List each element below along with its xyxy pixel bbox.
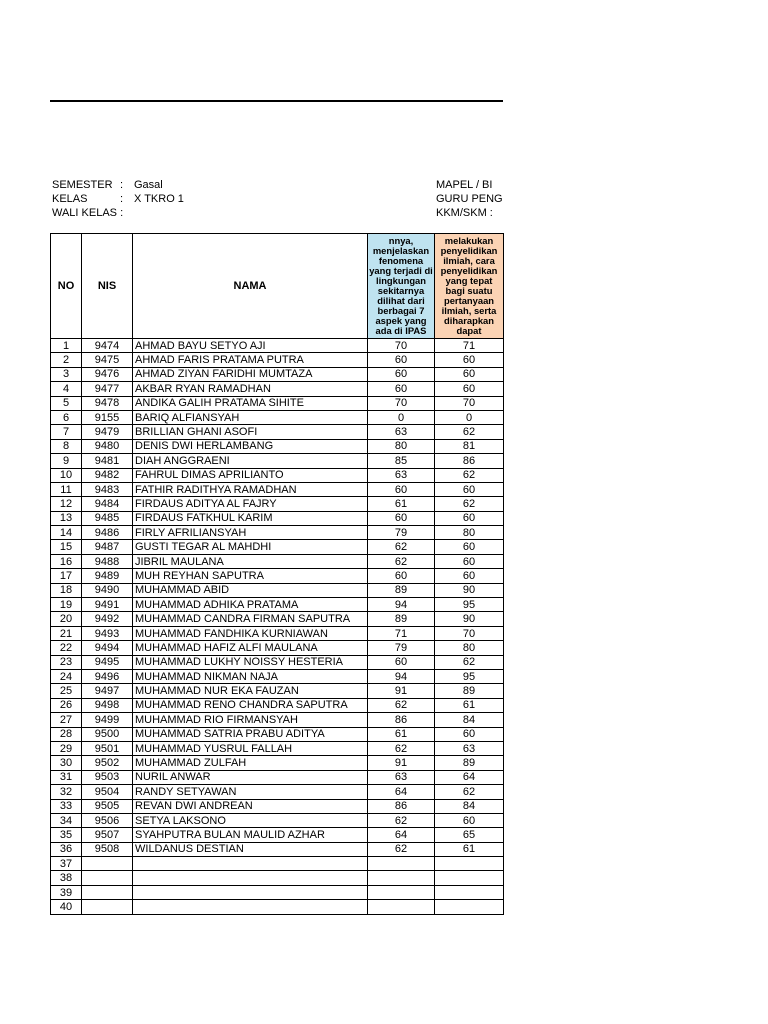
- table-row: [51, 713, 504, 727]
- cell-nis[interactable]: 9495: [82, 655, 133, 669]
- table-row: [51, 785, 504, 799]
- table-row: [51, 684, 504, 698]
- cell-no[interactable]: 5: [51, 396, 82, 410]
- table-row: [51, 871, 504, 885]
- wali-kelas-label: WALI KELAS :: [52, 207, 124, 219]
- cell-score-1[interactable]: 60: [368, 511, 435, 525]
- table-row: [51, 339, 504, 353]
- cell-score-1[interactable]: [368, 857, 435, 871]
- cell-score-1[interactable]: 63: [368, 770, 435, 784]
- table-row: [51, 799, 504, 813]
- cell-score-2[interactable]: 81: [435, 439, 504, 453]
- cell-score-2[interactable]: 70: [435, 396, 504, 410]
- cell-score-2[interactable]: 64: [435, 770, 504, 784]
- header-desc-1: [368, 234, 435, 339]
- cell-score-1[interactable]: 62: [368, 813, 435, 827]
- cell-nama[interactable]: MUHAMMAD NIKMAN NAJA: [133, 669, 368, 683]
- cell-nama[interactable]: RANDY SETYAWAN: [133, 785, 368, 799]
- cell-score-2[interactable]: 62: [435, 655, 504, 669]
- cell-nama[interactable]: MUHAMMAD NUR EKA FAUZAN: [133, 684, 368, 698]
- cell-score-1[interactable]: 79: [368, 526, 435, 540]
- cell-nis[interactable]: 9477: [82, 382, 133, 396]
- cell-score-2[interactable]: 60: [435, 813, 504, 827]
- cell-no[interactable]: 1: [51, 339, 82, 353]
- table-row: [51, 482, 504, 496]
- cell-no[interactable]: 2: [51, 353, 82, 367]
- cell-no[interactable]: 8: [51, 439, 82, 453]
- cell-score-1[interactable]: 94: [368, 598, 435, 612]
- cell-nama[interactable]: FAHRUL DIMAS APRILIANTO: [133, 468, 368, 482]
- cell-nis[interactable]: 9507: [82, 828, 133, 842]
- cell-no[interactable]: 35: [51, 828, 82, 842]
- cell-score-1[interactable]: 64: [368, 828, 435, 842]
- cell-no[interactable]: 16: [51, 554, 82, 568]
- cell-score-1[interactable]: 64: [368, 785, 435, 799]
- cell-nama[interactable]: DENIS DWI HERLAMBANG: [133, 439, 368, 453]
- table-row: [51, 698, 504, 712]
- cell-nama[interactable]: MUHAMMAD FANDHIKA KURNIAWAN: [133, 626, 368, 640]
- table-row: [51, 842, 504, 856]
- cell-score-2[interactable]: 62: [435, 468, 504, 482]
- cell-score-1[interactable]: 89: [368, 612, 435, 626]
- table-row: [51, 353, 504, 367]
- cell-score-2[interactable]: 90: [435, 583, 504, 597]
- cell-nis[interactable]: 9487: [82, 540, 133, 554]
- table-row: [51, 770, 504, 784]
- cell-nama[interactable]: REVAN DWI ANDREAN: [133, 799, 368, 813]
- cell-score-2[interactable]: 89: [435, 756, 504, 770]
- cell-no[interactable]: 18: [51, 583, 82, 597]
- cell-score-2[interactable]: 84: [435, 799, 504, 813]
- cell-nama[interactable]: BRILLIAN GHANI ASOFI: [133, 425, 368, 439]
- cell-no[interactable]: 38: [51, 871, 82, 885]
- table-row: [51, 569, 504, 583]
- cell-score-1[interactable]: 85: [368, 454, 435, 468]
- cell-score-1[interactable]: 60: [368, 569, 435, 583]
- table-row: [51, 669, 504, 683]
- cell-score-2[interactable]: 95: [435, 598, 504, 612]
- cell-nama[interactable]: [133, 900, 368, 914]
- cell-no[interactable]: 32: [51, 785, 82, 799]
- table-row: [51, 900, 504, 914]
- cell-no[interactable]: 14: [51, 526, 82, 540]
- cell-score-1[interactable]: 91: [368, 684, 435, 698]
- cell-score-1[interactable]: 62: [368, 698, 435, 712]
- cell-nis[interactable]: 9489: [82, 569, 133, 583]
- cell-score-1[interactable]: 61: [368, 727, 435, 741]
- cell-nama[interactable]: [133, 885, 368, 899]
- cell-score-2[interactable]: 60: [435, 367, 504, 381]
- cell-nama[interactable]: AHMAD ZIYAN FARIDHI MUMTAZA: [133, 367, 368, 381]
- cell-score-1[interactable]: 86: [368, 799, 435, 813]
- table-row: [51, 511, 504, 525]
- cell-no[interactable]: 21: [51, 626, 82, 640]
- cell-nama[interactable]: [133, 857, 368, 871]
- cell-nis[interactable]: 9497: [82, 684, 133, 698]
- cell-nis[interactable]: [82, 900, 133, 914]
- cell-nama[interactable]: FIRDAUS FATKHUL KARIM: [133, 511, 368, 525]
- cell-no[interactable]: 13: [51, 511, 82, 525]
- table-row: [51, 727, 504, 741]
- cell-score-2[interactable]: 62: [435, 497, 504, 511]
- cell-score-2[interactable]: 71: [435, 339, 504, 353]
- table-header-row: [51, 234, 504, 339]
- table-row: [51, 885, 504, 899]
- grade-table: [50, 233, 504, 915]
- cell-score-1[interactable]: 70: [368, 339, 435, 353]
- kelas-value: X TKRO 1: [134, 193, 184, 205]
- cell-score-1[interactable]: 86: [368, 713, 435, 727]
- header-no: NO: [51, 234, 82, 339]
- cell-nis[interactable]: 9480: [82, 439, 133, 453]
- cell-score-2[interactable]: 60: [435, 353, 504, 367]
- cell-score-2[interactable]: [435, 885, 504, 899]
- cell-nis[interactable]: 9478: [82, 396, 133, 410]
- cell-no[interactable]: 20: [51, 612, 82, 626]
- cell-score-1[interactable]: 91: [368, 756, 435, 770]
- cell-no[interactable]: 33: [51, 799, 82, 813]
- cell-score-1[interactable]: 63: [368, 468, 435, 482]
- cell-nis[interactable]: 9503: [82, 770, 133, 784]
- cell-no[interactable]: 6: [51, 410, 82, 424]
- cell-no[interactable]: 17: [51, 569, 82, 583]
- cell-score-1[interactable]: 62: [368, 842, 435, 856]
- cell-nama[interactable]: ANDIKA GALIH PRATAMA SIHITE: [133, 396, 368, 410]
- cell-score-2[interactable]: 61: [435, 842, 504, 856]
- cell-nis[interactable]: 9483: [82, 482, 133, 496]
- cell-score-2[interactable]: 60: [435, 727, 504, 741]
- cell-nis[interactable]: 9155: [82, 410, 133, 424]
- cell-nama[interactable]: MUHAMMAD LUKHY NOISSY HESTERIA: [133, 655, 368, 669]
- cell-score-1[interactable]: 63: [368, 425, 435, 439]
- grade-table-container: [50, 233, 504, 915]
- cell-nis[interactable]: 9491: [82, 598, 133, 612]
- table-row: [51, 641, 504, 655]
- kkm-label: KKM/SKM :: [436, 207, 493, 219]
- cell-score-2[interactable]: 65: [435, 828, 504, 842]
- cell-score-2[interactable]: 84: [435, 713, 504, 727]
- cell-nis[interactable]: 9508: [82, 842, 133, 856]
- cell-score-2[interactable]: 70: [435, 626, 504, 640]
- table-row: [51, 857, 504, 871]
- cell-no[interactable]: 34: [51, 813, 82, 827]
- cell-score-2[interactable]: [435, 900, 504, 914]
- cell-nama[interactable]: MUHAMMAD CANDRA FIRMAN SAPUTRA: [133, 612, 368, 626]
- table-row: [51, 554, 504, 568]
- table-row: [51, 540, 504, 554]
- cell-no[interactable]: 7: [51, 425, 82, 439]
- cell-no[interactable]: 27: [51, 713, 82, 727]
- guru-label: GURU PENG: [436, 193, 503, 205]
- table-row: [51, 454, 504, 468]
- cell-nis[interactable]: 9505: [82, 799, 133, 813]
- cell-nama[interactable]: FIRLY AFRILIANSYAH: [133, 526, 368, 540]
- cell-score-1[interactable]: [368, 900, 435, 914]
- cell-nama[interactable]: AHMAD BAYU SETYO AJI: [133, 339, 368, 353]
- cell-nama[interactable]: MUHAMMAD HAFIZ ALFI MAULANA: [133, 641, 368, 655]
- table-row: [51, 612, 504, 626]
- cell-score-2[interactable]: 80: [435, 641, 504, 655]
- table-row: [51, 741, 504, 755]
- cell-score-2[interactable]: 60: [435, 569, 504, 583]
- cell-score-2[interactable]: [435, 871, 504, 885]
- table-row: [51, 468, 504, 482]
- cell-nama[interactable]: MUHAMMAD RIO FIRMANSYAH: [133, 713, 368, 727]
- cell-no[interactable]: 31: [51, 770, 82, 784]
- cell-nis[interactable]: 9481: [82, 454, 133, 468]
- cell-nis[interactable]: 9502: [82, 756, 133, 770]
- cell-no[interactable]: 40: [51, 900, 82, 914]
- cell-nis[interactable]: 9500: [82, 727, 133, 741]
- cell-nama[interactable]: DIAH ANGGRAENI: [133, 454, 368, 468]
- cell-score-2[interactable]: 90: [435, 612, 504, 626]
- cell-score-1[interactable]: 71: [368, 626, 435, 640]
- cell-nis[interactable]: 9488: [82, 554, 133, 568]
- cell-nis[interactable]: 9504: [82, 785, 133, 799]
- cell-nama[interactable]: MUHAMMAD SATRIA PRABU ADITYA: [133, 727, 368, 741]
- table-row: [51, 828, 504, 842]
- table-body: [51, 339, 504, 915]
- semester-label: SEMESTER: [52, 179, 113, 191]
- cell-score-1[interactable]: 61: [368, 497, 435, 511]
- header-desc-2-text: melakukan penyelidikan ilmiah, cara penyelidikan yang tepat bagi suatu pertanyaan ilmiah, serta diharapkan dapat: [440, 235, 498, 336]
- cell-no[interactable]: 26: [51, 698, 82, 712]
- header-nis: NIS: [82, 234, 133, 339]
- cell-no[interactable]: 24: [51, 669, 82, 683]
- cell-score-2[interactable]: 62: [435, 785, 504, 799]
- table-row: [51, 813, 504, 827]
- semester-separator: :: [120, 179, 124, 191]
- cell-score-1[interactable]: 60: [368, 353, 435, 367]
- header-desc-1-text: nnya, menjelaskan fenomena yang terjadi di lingkungan sekitarnya dilihat dari berbagai 7 aspek yang ada di IPAS: [369, 235, 433, 336]
- cell-nama[interactable]: MUHAMMAD ZULFAH: [133, 756, 368, 770]
- header-nama: NAMA: [133, 234, 368, 339]
- cell-score-2[interactable]: [435, 857, 504, 871]
- cell-score-1[interactable]: 80: [368, 439, 435, 453]
- cell-no[interactable]: 28: [51, 727, 82, 741]
- cell-no[interactable]: 11: [51, 482, 82, 496]
- cell-nama[interactable]: AHMAD FARIS PRATAMA PUTRA: [133, 353, 368, 367]
- kelas-separator: :: [120, 193, 124, 205]
- cell-nama[interactable]: WILDANUS DESTIAN: [133, 842, 368, 856]
- cell-nama[interactable]: SYAHPUTRA BULAN MAULID AZHAR: [133, 828, 368, 842]
- cell-nis[interactable]: 9476: [82, 367, 133, 381]
- cell-score-1[interactable]: 60: [368, 382, 435, 396]
- table-row: [51, 439, 504, 453]
- cell-score-2[interactable]: 60: [435, 482, 504, 496]
- cell-nis[interactable]: [82, 885, 133, 899]
- header-desc-2: [435, 234, 504, 339]
- cell-score-2[interactable]: 61: [435, 698, 504, 712]
- cell-score-2[interactable]: 60: [435, 540, 504, 554]
- info-block: [0, 0, 768, 230]
- cell-nis[interactable]: 9484: [82, 497, 133, 511]
- cell-no[interactable]: 37: [51, 857, 82, 871]
- table-row: [51, 367, 504, 381]
- cell-nis[interactable]: 9506: [82, 813, 133, 827]
- table-row: [51, 655, 504, 669]
- cell-score-1[interactable]: 62: [368, 554, 435, 568]
- cell-nama[interactable]: MUHAMMAD ABID: [133, 583, 368, 597]
- cell-no[interactable]: 22: [51, 641, 82, 655]
- cell-score-1[interactable]: 60: [368, 482, 435, 496]
- table-row: [51, 526, 504, 540]
- kelas-label: KELAS: [52, 193, 88, 205]
- table-row: [51, 626, 504, 640]
- cell-nama[interactable]: SETYA LAKSONO: [133, 813, 368, 827]
- cell-nis[interactable]: 9486: [82, 526, 133, 540]
- cell-score-1[interactable]: [368, 871, 435, 885]
- cell-no[interactable]: 10: [51, 468, 82, 482]
- table-row: [51, 583, 504, 597]
- cell-no[interactable]: 36: [51, 842, 82, 856]
- cell-score-1[interactable]: [368, 885, 435, 899]
- cell-score-2[interactable]: 60: [435, 382, 504, 396]
- cell-nis[interactable]: 9494: [82, 641, 133, 655]
- cell-nama[interactable]: GUSTI TEGAR AL MAHDHI: [133, 540, 368, 554]
- cell-score-1[interactable]: 0: [368, 410, 435, 424]
- cell-nis[interactable]: [82, 857, 133, 871]
- cell-score-2[interactable]: 60: [435, 511, 504, 525]
- cell-nama[interactable]: BARIQ ALFIANSYAH: [133, 410, 368, 424]
- cell-nis[interactable]: 9485: [82, 511, 133, 525]
- cell-score-2[interactable]: 60: [435, 554, 504, 568]
- cell-nis[interactable]: 9492: [82, 612, 133, 626]
- cell-nis[interactable]: 9475: [82, 353, 133, 367]
- cell-score-1[interactable]: 62: [368, 540, 435, 554]
- cell-score-1[interactable]: 60: [368, 367, 435, 381]
- cell-nama[interactable]: FIRDAUS ADITYA AL FAJRY: [133, 497, 368, 511]
- cell-no[interactable]: 4: [51, 382, 82, 396]
- cell-score-1[interactable]: 62: [368, 741, 435, 755]
- cell-nis[interactable]: 9496: [82, 669, 133, 683]
- cell-nama[interactable]: [133, 871, 368, 885]
- cell-score-1[interactable]: 79: [368, 641, 435, 655]
- semester-value: Gasal: [134, 179, 163, 191]
- cell-nis[interactable]: 9493: [82, 626, 133, 640]
- table-row: [51, 756, 504, 770]
- cell-score-2[interactable]: 80: [435, 526, 504, 540]
- table-row: [51, 396, 504, 410]
- cell-score-2[interactable]: 0: [435, 410, 504, 424]
- table-row: [51, 598, 504, 612]
- cell-no[interactable]: 9: [51, 454, 82, 468]
- cell-no[interactable]: 12: [51, 497, 82, 511]
- cell-score-1[interactable]: 70: [368, 396, 435, 410]
- cell-nis[interactable]: 9482: [82, 468, 133, 482]
- cell-nis[interactable]: 9474: [82, 339, 133, 353]
- cell-no[interactable]: 30: [51, 756, 82, 770]
- cell-score-2[interactable]: 63: [435, 741, 504, 755]
- cell-nis[interactable]: 9479: [82, 425, 133, 439]
- table-row: [51, 410, 504, 424]
- cell-nis[interactable]: 9498: [82, 698, 133, 712]
- cell-nis[interactable]: 9490: [82, 583, 133, 597]
- table-row: [51, 497, 504, 511]
- cell-nama[interactable]: MUHAMMAD ADHIKA PRATAMA: [133, 598, 368, 612]
- cell-score-1[interactable]: 89: [368, 583, 435, 597]
- cell-no[interactable]: 29: [51, 741, 82, 755]
- cell-score-1[interactable]: 94: [368, 669, 435, 683]
- cell-score-2[interactable]: 95: [435, 669, 504, 683]
- cell-nama[interactable]: JIBRIL MAULANA: [133, 554, 368, 568]
- cell-no[interactable]: 19: [51, 598, 82, 612]
- cell-no[interactable]: 15: [51, 540, 82, 554]
- cell-nama[interactable]: AKBAR RYAN RAMADHAN: [133, 382, 368, 396]
- cell-score-2[interactable]: 89: [435, 684, 504, 698]
- cell-nama[interactable]: NURIL ANWAR: [133, 770, 368, 784]
- mapel-label: MAPEL / BI: [436, 179, 493, 191]
- cell-nama[interactable]: FATHIR RADITHYA RAMADHAN: [133, 482, 368, 496]
- cell-score-2[interactable]: 62: [435, 425, 504, 439]
- cell-no[interactable]: 25: [51, 684, 82, 698]
- cell-nama[interactable]: MUH REYHAN SAPUTRA: [133, 569, 368, 583]
- cell-no[interactable]: 39: [51, 885, 82, 899]
- cell-nis[interactable]: [82, 871, 133, 885]
- table-row: [51, 382, 504, 396]
- cell-nis[interactable]: 9501: [82, 741, 133, 755]
- cell-nis[interactable]: 9499: [82, 713, 133, 727]
- cell-score-1[interactable]: 60: [368, 655, 435, 669]
- cell-score-2[interactable]: 86: [435, 454, 504, 468]
- cell-nama[interactable]: MUHAMMAD RENO CHANDRA SAPUTRA: [133, 698, 368, 712]
- table-row: [51, 425, 504, 439]
- cell-nama[interactable]: MUHAMMAD YUSRUL FALLAH: [133, 741, 368, 755]
- cell-no[interactable]: 23: [51, 655, 82, 669]
- cell-no[interactable]: 3: [51, 367, 82, 381]
